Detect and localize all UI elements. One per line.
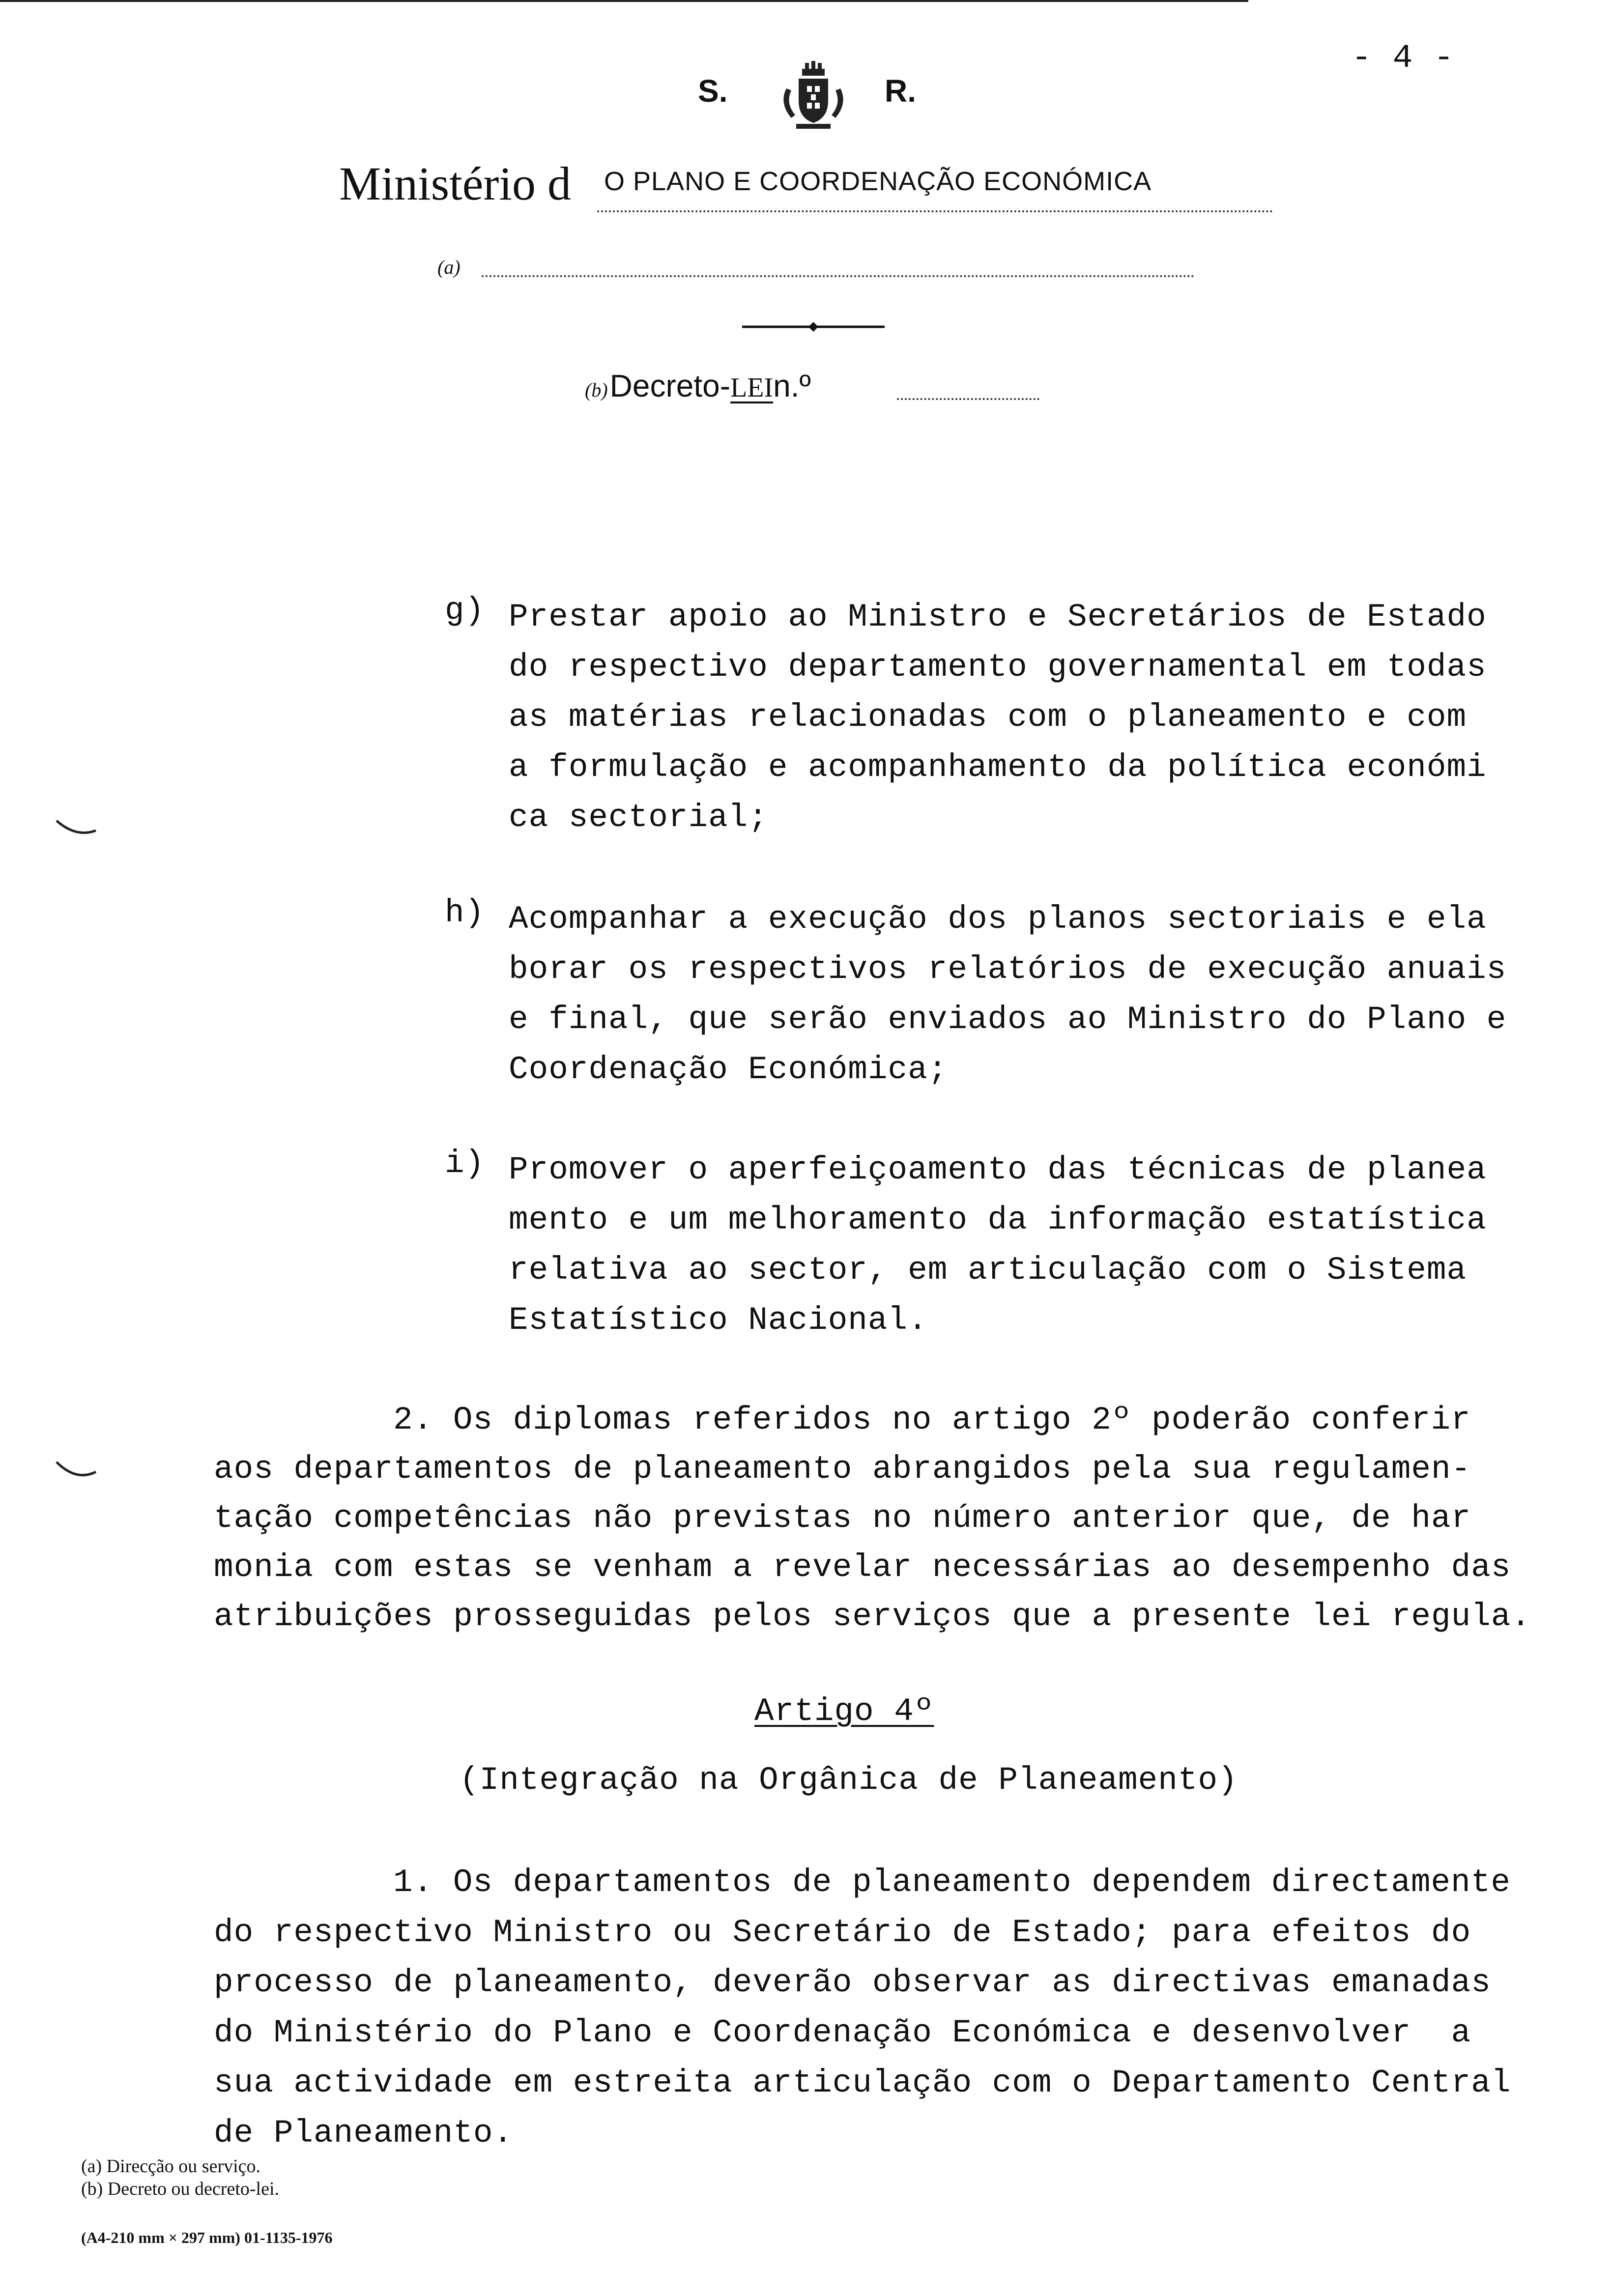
item-g-letter: g) (445, 592, 485, 629)
item-h-line: Acompanhar a execução dos planos sectoriais e ela (509, 901, 1487, 938)
paragraph-2 (214, 1396, 1531, 1641)
paragraph-line: atribuições prosseguidas pelos serviços que a presente lei regula. (214, 1598, 1531, 1635)
item-i-text (509, 1145, 1487, 1346)
decree-suffix: n.º (773, 368, 811, 403)
paragraph-line: de Planeamento. (214, 2115, 514, 2152)
item-g-line: a formulação e acompanhamento da política económi (509, 749, 1487, 786)
item-i-line: Estatístico Nacional. (509, 1302, 928, 1339)
paragraph-line: 1. Os departamentos de planeamento dependem directamente (393, 1864, 1511, 1901)
footnote-b: (b) Decreto ou decreto-lei. (81, 2179, 280, 2199)
directorate-field (482, 265, 1194, 277)
item-g-text (509, 592, 1487, 843)
decree-line (585, 368, 811, 404)
article-subtitle: (Integração na Orgânica de Planeamento) (460, 1762, 1238, 1799)
paragraph-line: processo de planeamento, deverão observar as directivas emanadas (214, 1964, 1491, 2001)
coat-of-arms-icon (777, 59, 850, 133)
diamond-divider (742, 319, 885, 334)
sr-left: S. (698, 73, 728, 109)
footnote-a: (a) Direcção ou serviço. (81, 2156, 261, 2177)
paragraph-line: do respectivo Ministro ou Secretário de Estado; para efeitos do (214, 1914, 1471, 1951)
punch-mark-icon (54, 1455, 98, 1484)
paragraph-line: sua actividade em estreita articulação com o Departamento Central (214, 2065, 1511, 2101)
item-h-text (509, 894, 1506, 1095)
page-number: - 4 - (1352, 39, 1455, 77)
item-g-line: ca sectorial; (509, 799, 768, 836)
paragraph-line: do Ministério do Plano e Coordenação Económica e desenvolver a (214, 2014, 1471, 2051)
item-h-letter: h) (445, 894, 485, 931)
decree-number-field (897, 388, 1039, 400)
label-a: (a) (437, 256, 461, 278)
decree-prefix: Decreto- (609, 368, 731, 403)
item-g-line: as matérias relacionadas com o planeamento e com (509, 699, 1467, 736)
item-i-line: relativa ao sector, em articulação com o Sistema (509, 1252, 1467, 1289)
article-title: Artigo 4º (754, 1693, 934, 1730)
item-h-line: Coordenação Económica; (509, 1051, 948, 1088)
decree-handwritten: LEI (730, 373, 774, 403)
item-i-line: Promover o aperfeiçoamento das técnicas de planea (509, 1151, 1487, 1188)
ministry-name-field (597, 161, 1273, 212)
paragraph-line: tação competências não previstas no número anterior que, de har (214, 1500, 1471, 1537)
sr-right: R. (885, 73, 916, 109)
paragraph-line: 2. Os diplomas referidos no artigo 2º poderão conferir (393, 1402, 1471, 1438)
ministry-prefix: Ministério d (339, 157, 571, 210)
ministry-name: O PLANO E COORDENAÇÃO ECONÓMICA (604, 167, 1152, 196)
punch-mark-icon (54, 811, 98, 840)
paragraph-line: aos departamentos de planeamento abrangidos pela sua regulamen- (214, 1451, 1471, 1488)
item-g-line: Prestar apoio ao Ministro e Secretários de Estado (509, 599, 1487, 635)
item-h-line: borar os respectivos relatórios de execução anuais (509, 951, 1507, 988)
paragraph-line: monia com estas se venham a revelar necessárias ao desempenho das (214, 1549, 1511, 1586)
item-h-line: e final, que serão enviados ao Ministro do Plano e (509, 1001, 1507, 1038)
item-i-letter: i) (445, 1145, 485, 1182)
print-code: (A4-210 mm × 297 mm) 01-1135-1976 (81, 2229, 333, 2246)
paragraph-3 (214, 1858, 1511, 2158)
item-i-line: mento e um melhoramento da informação estatística (509, 1202, 1487, 1238)
footnotes (81, 2155, 279, 2200)
label-b: (b) (585, 379, 608, 401)
item-g-line: do respectivo departamento governamental em todas (509, 649, 1487, 686)
top-border-line (0, 0, 1248, 2)
